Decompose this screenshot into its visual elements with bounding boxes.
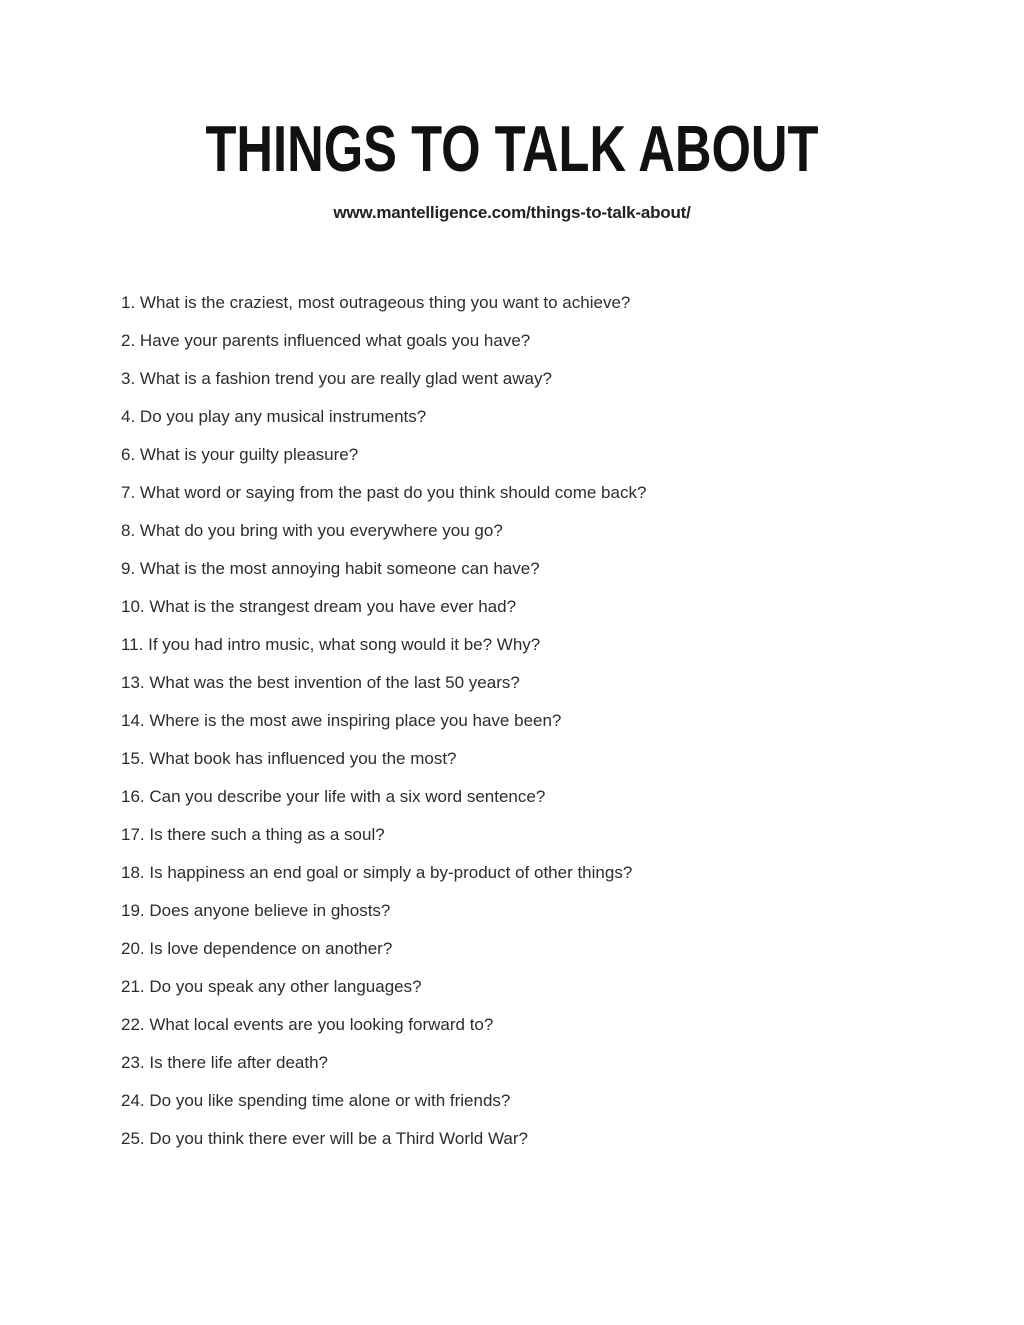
question-text: Do you think there ever will be a Third World War? [149, 1129, 528, 1148]
question-number: 23. [121, 1053, 145, 1072]
question-number: 19. [121, 901, 145, 920]
question-text: What is a fashion trend you are really glad went away? [139, 369, 552, 388]
question-text: What is your guilty pleasure? [139, 445, 359, 464]
question-text: What local events are you looking forward to? [149, 1015, 494, 1034]
list-item [121, 331, 1024, 351]
list-item [121, 1091, 1024, 1111]
question-text: What do you bring with you everywhere you go? [139, 521, 503, 540]
list-item [121, 483, 1024, 503]
question-text: Do you play any musical instruments? [139, 407, 427, 426]
question-text: Do you speak any other languages? [149, 977, 422, 996]
list-item [121, 901, 1024, 921]
question-number: 1. [121, 293, 136, 312]
question-number: 22. [121, 1015, 145, 1034]
list-item [121, 407, 1024, 427]
question-number: 25. [121, 1129, 145, 1148]
list-item [121, 369, 1024, 389]
list-item [121, 521, 1024, 541]
list-item [121, 787, 1024, 807]
list-item [121, 749, 1024, 769]
question-number: 2. [121, 331, 136, 350]
title-wrap [0, 0, 1024, 185]
question-text: Is there such a thing as a soul? [149, 825, 385, 844]
question-number: 18. [121, 863, 145, 882]
question-text: Is there life after death? [149, 1053, 328, 1072]
question-text: Is love dependence on another? [149, 939, 393, 958]
question-text: What word or saying from the past do you think should come back? [139, 483, 647, 502]
list-item [121, 559, 1024, 579]
question-text: Do you like spending time alone or with friends? [149, 1091, 511, 1110]
question-number: 20. [121, 939, 145, 958]
list-item [121, 939, 1024, 959]
list-item [121, 673, 1024, 693]
list-item [121, 635, 1024, 655]
list-item [121, 293, 1024, 313]
question-number: 4. [121, 407, 136, 426]
question-number: 17. [121, 825, 145, 844]
question-number: 3. [121, 369, 136, 388]
question-text: What was the best invention of the last 50 years? [149, 673, 520, 692]
question-text: What book has influenced you the most? [149, 749, 457, 768]
question-text: Does anyone believe in ghosts? [149, 901, 391, 920]
question-number: 9. [121, 559, 136, 578]
question-number: 24. [121, 1091, 145, 1110]
list-item [121, 977, 1024, 997]
question-text: What is the strangest dream you have ever had? [149, 597, 517, 616]
question-text: What is the craziest, most outrageous thing you want to achieve? [139, 293, 631, 312]
question-number: 21. [121, 977, 145, 996]
question-number: 8. [121, 521, 136, 540]
question-text: What is the most annoying habit someone can have? [139, 559, 540, 578]
question-text: Can you describe your life with a six word sentence? [149, 787, 546, 806]
list-item [121, 825, 1024, 845]
page-title: THINGS TO TALK ABOUT [205, 112, 819, 185]
list-item [121, 597, 1024, 617]
question-number: 16. [121, 787, 145, 806]
question-text: Is happiness an end goal or simply a by-product of other things? [149, 863, 633, 882]
question-text: Have your parents influenced what goals you have? [139, 331, 531, 350]
question-number: 11. [121, 635, 144, 654]
question-number: 10. [121, 597, 145, 616]
question-number: 13. [121, 673, 145, 692]
list-item [121, 863, 1024, 883]
question-text: Where is the most awe inspiring place you have been? [149, 711, 562, 730]
list-item [121, 1129, 1024, 1149]
list-item [121, 1015, 1024, 1035]
question-number: 6. [121, 445, 136, 464]
question-number: 7. [121, 483, 136, 502]
question-number: 14. [121, 711, 145, 730]
list-item [121, 711, 1024, 731]
questions-list [121, 293, 1024, 1149]
list-item [121, 1053, 1024, 1073]
page-url: www.mantelligence.com/things-to-talk-about/ [333, 203, 691, 222]
question-text: If you had intro music, what song would it be? Why? [148, 635, 541, 654]
question-number: 15. [121, 749, 145, 768]
list-item [121, 445, 1024, 465]
